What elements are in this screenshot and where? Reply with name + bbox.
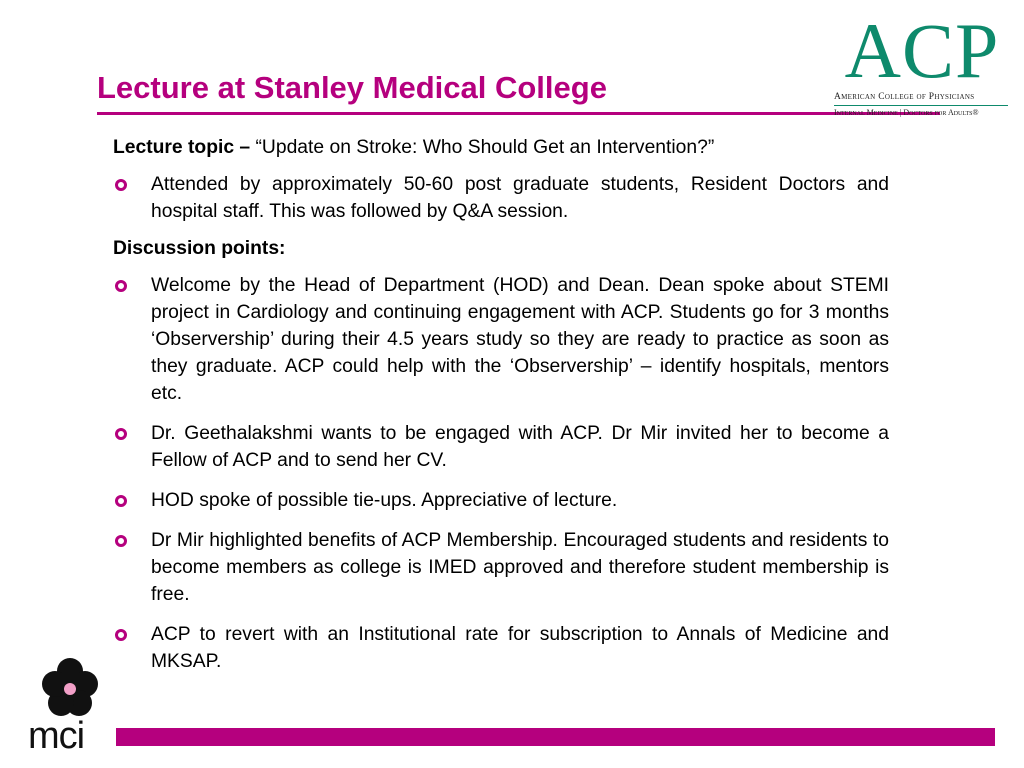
acp-logo: [832, 7, 1012, 122]
bullet-item: [113, 272, 889, 407]
circle-bullet-icon: [115, 280, 127, 292]
bullet-item: [113, 420, 889, 474]
bullet-text: Attended by approximately 50-60 post graduate students, Resident Doctors and hospital staff. This was followed by Q&A session.: [151, 174, 889, 222]
lecture-topic-text: “Update on Stroke: Who Should Get an Intervention?”: [250, 137, 715, 158]
bullet-item: [113, 171, 889, 225]
acp-logo-tagline: Internal Medicine | Doctors for Adults®: [834, 108, 979, 117]
slide-content: [113, 134, 889, 685]
circle-bullet-icon: [115, 535, 127, 547]
lecture-topic: [113, 134, 889, 161]
bullet-item: [113, 621, 889, 675]
mci-logo-text: mci: [28, 715, 85, 757]
bullet-text: ACP to revert with an Institutional rate for subscription to Annals of Medicine and MKSAP.: [151, 624, 889, 672]
bullet-text: Dr Mir highlighted benefits of ACP Membership. Encouraged students and residents to become members as college is IMED approved and therefore student membership is free.: [151, 530, 889, 605]
bullet-item: [113, 527, 889, 608]
flower-icon: [30, 656, 110, 720]
acp-logo-divider: [834, 105, 1008, 106]
discussion-heading: Discussion points:: [113, 238, 286, 259]
bullet-text: Dr. Geethalakshmi wants to be engaged with ACP. Dr Mir invited her to become a Fellow of ACP and to send her CV.: [151, 423, 889, 471]
slide-title: Lecture at Stanley Medical College: [97, 70, 607, 105]
footer-bar: [116, 728, 995, 746]
circle-bullet-icon: [115, 629, 127, 641]
bullet-text: HOD spoke of possible tie-ups. Appreciative of lecture.: [151, 490, 618, 511]
circle-bullet-icon: [115, 428, 127, 440]
intro-bullet-list: [113, 171, 889, 225]
lecture-topic-label: Lecture topic –: [113, 137, 251, 158]
circle-bullet-icon: [115, 179, 127, 191]
acp-logo-name: American College of Physicians: [834, 92, 975, 102]
bullet-text: Welcome by the Head of Department (HOD) and Dean. Dean spoke about STEMI project in Cardiology and continuing engagement with ACP. Students go for 3 months ‘Observership’ during their 4.5 years study so they are ready to practice as soon as they graduate. ACP could help with the ‘Observership’ – identify hospitals, mentors etc.: [151, 275, 889, 404]
acp-logo-letters: ACP: [844, 7, 1000, 94]
discussion-bullet-list: [113, 272, 889, 675]
bullet-item: [113, 487, 889, 514]
circle-bullet-icon: [115, 495, 127, 507]
mci-logo: [22, 656, 112, 756]
title-underline: [97, 112, 940, 115]
